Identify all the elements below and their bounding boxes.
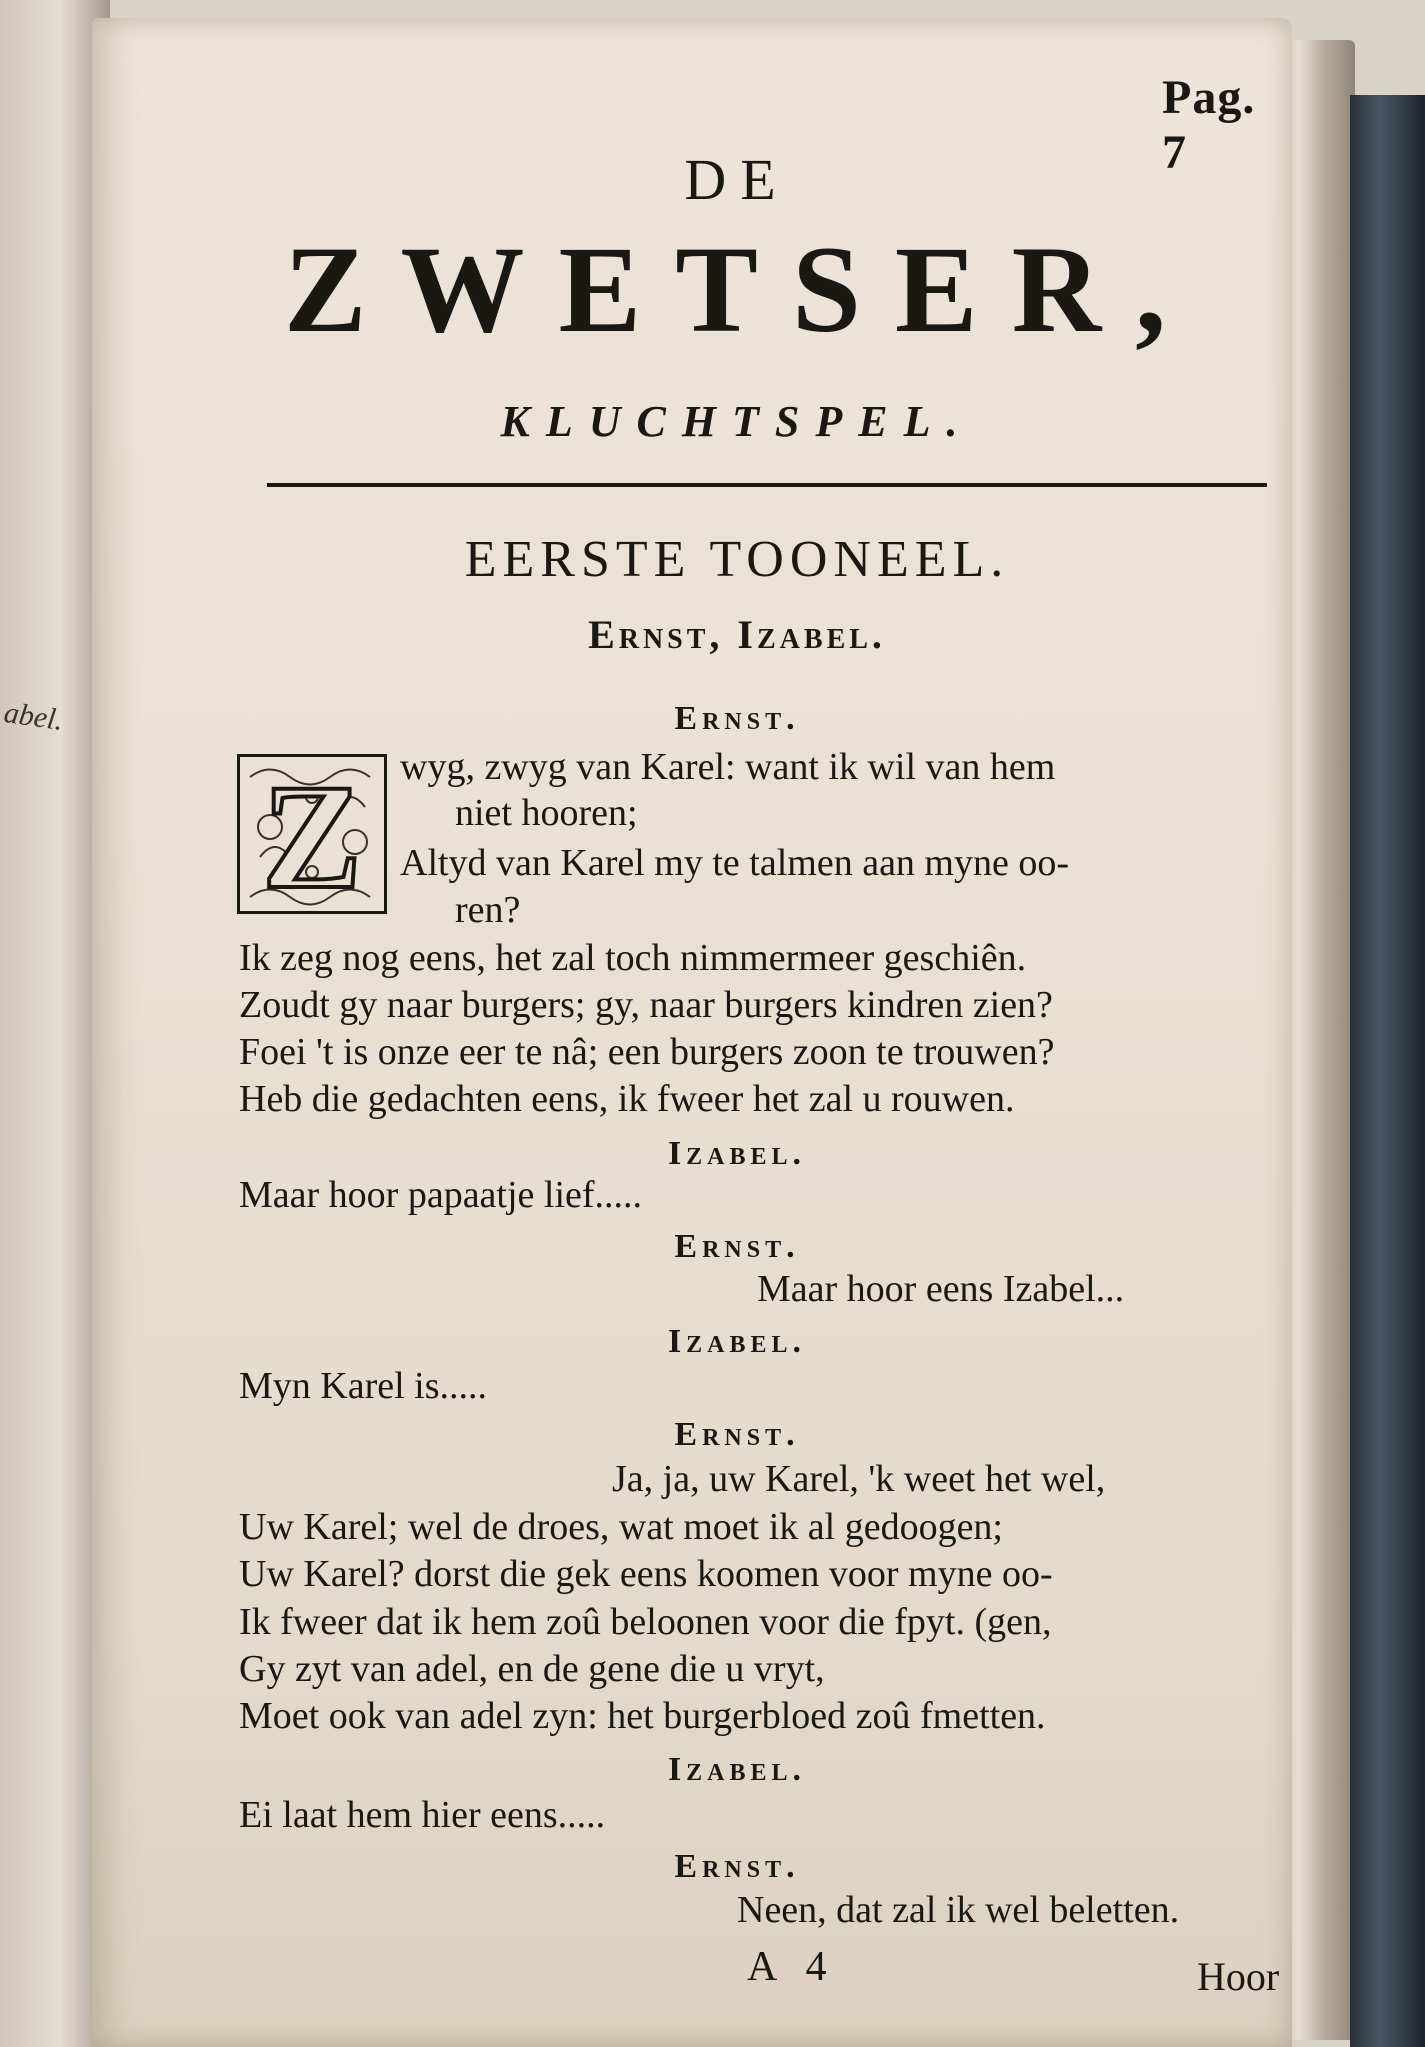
verse-line: Moet ook van adel zyn: het burgerbloed zoû fmetten. [239, 1695, 1046, 1737]
verse-line: Uw Karel? dorst die gek eens koomen voor myne oo- [239, 1553, 1053, 1595]
drop-cap-ornament [237, 754, 387, 920]
scene-heading: EERSTE TOONEEL. [464, 531, 1010, 588]
speaker-label: Izabel. [667, 1135, 807, 1172]
verse-line: ren? [455, 889, 521, 931]
verse-line: Ei laat hem hier eens..... [239, 1794, 606, 1836]
verse-line: Neen, dat zal ik wel beletten. [737, 1889, 1180, 1931]
verse-line: Gy zyt van adel, en de gene die u vryt, [239, 1648, 825, 1690]
speaker-label: Ernst. [674, 1416, 800, 1453]
page-number: Pag. 7 [1162, 71, 1256, 179]
book-cover-edge [1350, 95, 1425, 2047]
title-genre: KLUCHTSPEL. [500, 397, 974, 446]
verse-line: Altyd van Karel my te talmen aan myne oo- [400, 842, 1070, 884]
speaker-label: Izabel. [667, 1323, 807, 1360]
verse-line: Zoudt gy naar burgers; gy, naar burgers kindren zien? [239, 984, 1053, 1026]
speaker-label: Ernst. [674, 1228, 800, 1265]
page-title: ZWETSER, [283, 221, 1201, 358]
speaker-label: Ernst. [674, 700, 800, 737]
signature-mark: A 4 [747, 1944, 837, 1990]
verse-line: Myn Karel is..... [239, 1365, 488, 1407]
verse-line: Heb die gedachten eens, ik fweer het zal u rouwen. [239, 1078, 1015, 1120]
verse-line: wyg, zwyg van Karel: want ik wil van hem [400, 746, 1056, 788]
verse-line: Ja, ja, uw Karel, 'k weet het wel, [612, 1458, 1106, 1500]
catchword: Hoor [1197, 1954, 1280, 1999]
speaker-label: Izabel. [667, 1751, 807, 1788]
page-content [237, 18, 1287, 2047]
title-article: DE [684, 147, 790, 212]
book-page [92, 18, 1292, 2047]
verse-line: Maar hoor eens Izabel... [757, 1268, 1125, 1310]
speaker-label: Ernst. [674, 1848, 800, 1885]
verse-line: niet hooren; [455, 792, 638, 834]
scene-characters: Ernst, Izabel. [588, 612, 886, 657]
previous-page-text-fragment: abel. [2, 696, 66, 737]
verse-line: Uw Karel; wel de droes, wat moet ik al gedoogen; [239, 1506, 1003, 1548]
verse-line: Ik zeg nog eens, het zal toch nimmermeer geschiên. [239, 937, 1027, 979]
verse-line: Ik fweer dat ik hem zoû beloonen voor die fpyt. (gen, [239, 1601, 1052, 1643]
drop-cap-letter: Z [261, 754, 363, 920]
title-rule [267, 483, 1267, 487]
verse-line: Foei 't is onze eer te nâ; een burgers zoon te trouwen? [239, 1031, 1055, 1073]
verse-line: Maar hoor papaatje lief..... [239, 1174, 643, 1216]
